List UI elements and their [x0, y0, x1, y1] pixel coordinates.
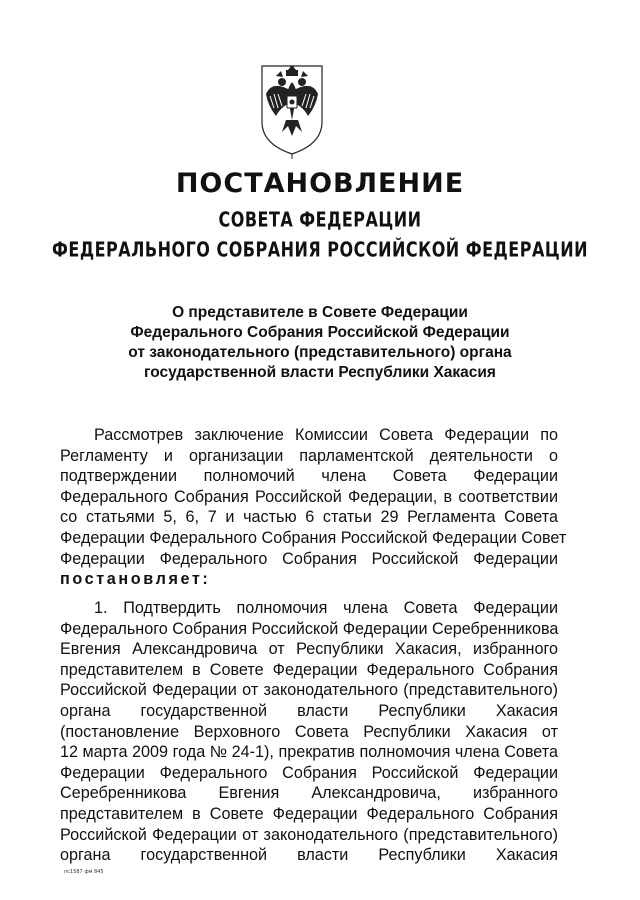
paragraph-line: Федерации Федерального Собрания Российской Федерации: [60, 763, 558, 782]
paragraph-line: со статьями 5, 6, 7 и частью 6 статьи 29 Регламента Совета: [60, 508, 558, 527]
document-code: пс1587 фм 845: [64, 869, 104, 875]
paragraph-line: Регламенту и организации парламентской деятельности о: [60, 446, 558, 465]
paragraph-line: представителем в Совете Федерации Федерального Собрания: [60, 804, 558, 823]
issuer-line-2: ФЕДЕРАЛЬНОГО СОБРАНИЯ РОССИЙСКОЙ ФЕДЕРАЦИИ: [52, 237, 588, 262]
paragraph-line: Федерации Федерального Собрания Российской Федерации Совет: [60, 528, 567, 547]
paragraph-line: (постановление Верховного Совета Республики Хакасия от: [60, 722, 558, 741]
paragraph-line: подтверждении полномочий члена Совета Федерации: [60, 467, 558, 486]
paragraph-line: представителем в Совете Федерации Федерального Собрания: [60, 660, 558, 679]
resolve-word: постановляет:: [60, 570, 211, 589]
paragraph-line: Серебренникова Евгения Александровича, избранного: [60, 784, 558, 803]
paragraph-line: Рассмотрев заключение Комиссии Совета Федерации по: [94, 426, 558, 444]
clause-1-paragraph: [60, 598, 558, 866]
subject-line: О представителе в Совете Федерации: [172, 304, 468, 321]
paragraph-line: Федерального Собрания Российской Федерации Серебренникова: [60, 619, 559, 638]
paragraph-line: органа государственной власти Республики Хакасия: [60, 846, 558, 865]
paragraph-line: Федерального Собрания Российской Федерации, в соответствии: [60, 487, 558, 506]
paragraph-line: Российской Федерации от законодательного (представительного): [60, 825, 558, 844]
paragraph-line: Российской Федерации от законодательного (представительного): [60, 681, 558, 700]
coat-of-arms-emblem: [252, 60, 332, 160]
subject-line: от законодательного (представительного) органа: [128, 344, 512, 361]
paragraph-line: 1. Подтвердить полномочия члена Совета Федерации: [94, 599, 558, 617]
paragraph-line: [60, 569, 558, 590]
paragraph-line: Евгения Александровича от Республики Хакасия, избранного: [60, 640, 558, 659]
paragraph-line: органа государственной власти Республики Хакасия: [60, 701, 558, 720]
subject-line: Федерального Собрания Российской Федерации: [130, 324, 510, 341]
subject-line: государственной власти Республики Хакасия: [144, 364, 496, 381]
issuer-line-1: СОВЕТА ФЕДЕРАЦИИ: [218, 207, 422, 232]
document-subject: [0, 303, 640, 383]
paragraph-line: Федерации Федерального Собрания Российской Федерации: [60, 549, 558, 568]
document-title: ПОСТАНОВЛЕНИЕ: [175, 168, 465, 199]
preamble-paragraph: [60, 425, 567, 590]
paragraph-line: 12 марта 2009 года № 24-1), прекратив полномочия члена Совета: [60, 743, 558, 762]
